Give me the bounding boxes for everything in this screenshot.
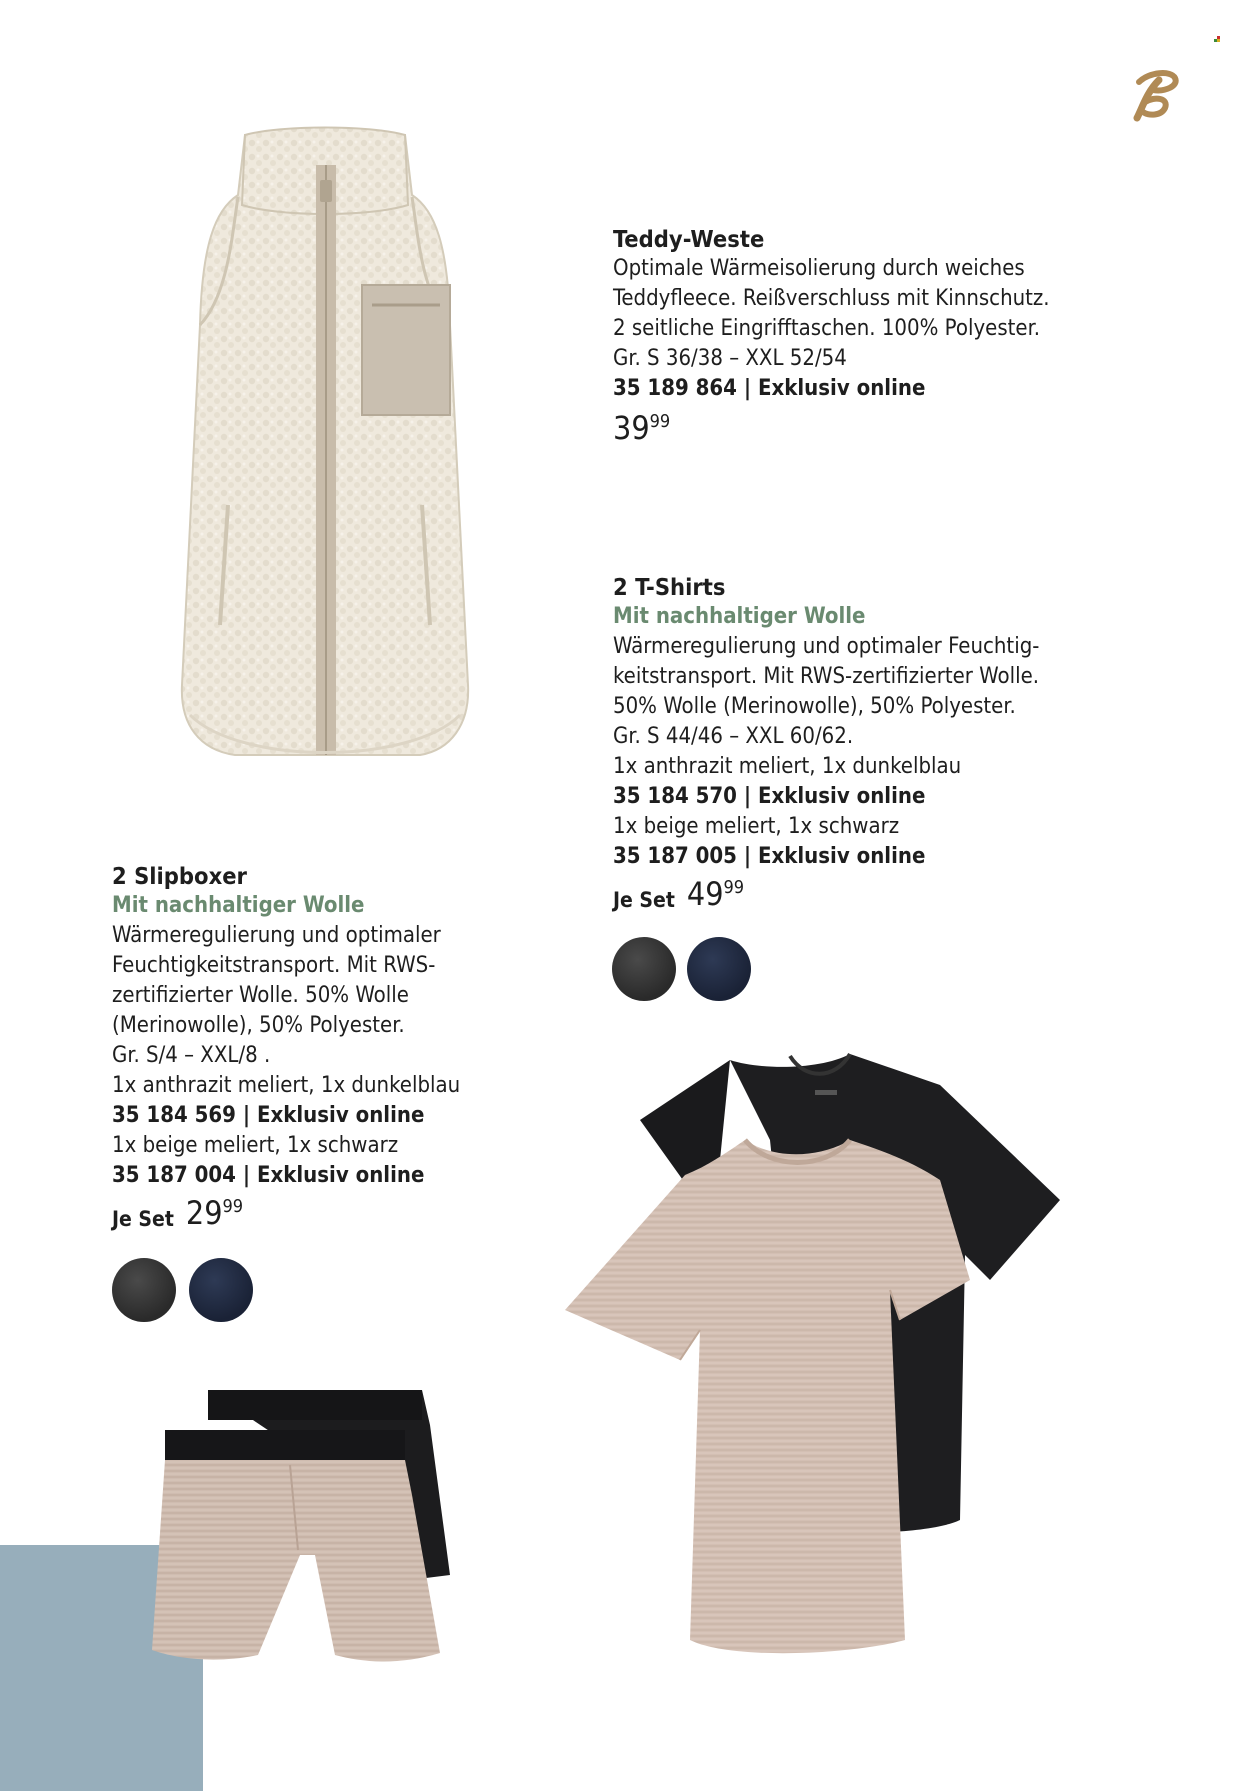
color-swatch-dunkelblau	[189, 1258, 253, 1322]
description-line: Optimale Wärmeisolierung durch weiches	[613, 256, 1025, 281]
description-line: (Merinowolle), 50% Polyester.	[112, 1013, 405, 1038]
size-range: Gr. S/4 – XXL/8 .	[112, 1043, 271, 1068]
article-number: 35 187 004 | Exklusiv online	[112, 1163, 425, 1188]
slipboxer-block	[112, 861, 460, 1231]
variant-line: 1x anthrazit meliert, 1x dunkelblau	[613, 754, 962, 779]
variant-line: 1x beige meliert, 1x schwarz	[112, 1133, 399, 1158]
price	[613, 876, 1039, 912]
tshirts-block	[613, 572, 1039, 912]
tshirts-image	[560, 1040, 1160, 1680]
tchibo-logo-icon	[1125, 66, 1181, 126]
price-cents: 99	[649, 411, 671, 432]
color-swatch-anthrazit	[112, 1258, 176, 1322]
product-title: 2 T-Shirts	[613, 573, 726, 601]
description-line: Wärmeregulierung und optimaler Feuchtig-	[613, 634, 1040, 659]
price-main: 49	[686, 875, 724, 913]
product-subtitle: Mit nachhaltiger Wolle	[613, 604, 866, 629]
price	[112, 1195, 460, 1231]
product-title: 2 Slipboxer	[112, 862, 247, 890]
description-line: 50% Wolle (Merinowolle), 50% Polyester.	[613, 694, 1016, 719]
price-main: 39	[613, 409, 650, 447]
description-line: Feuchtigkeitstransport. Mit RWS-	[112, 953, 436, 978]
price-main: 29	[185, 1194, 223, 1232]
article-number: 35 189 864 | Exklusiv online	[613, 376, 926, 401]
size-range: Gr. S 44/46 – XXL 60/62.	[613, 724, 854, 749]
price	[613, 410, 1050, 446]
description-line: zertifizierter Wolle. 50% Wolle	[112, 983, 409, 1008]
teddy-vest-image	[150, 125, 500, 785]
slipboxer-image	[140, 1385, 480, 1685]
description-line: keitstransport. Mit RWS-zertifizierter Wolle.	[613, 664, 1040, 689]
teddy-weste-block	[613, 224, 1050, 446]
description-line: Wärmeregulierung und optimaler	[112, 923, 441, 948]
article-number: 35 184 569 | Exklusiv online	[112, 1103, 425, 1128]
price-prefix: Je Set	[112, 1207, 174, 1231]
variant-line: 1x anthrazit meliert, 1x dunkelblau	[112, 1073, 461, 1098]
description-line: 2 seitliche Eingrifftaschen. 100% Polyester.	[613, 316, 1040, 341]
color-swatch-dunkelblau	[687, 937, 751, 1001]
article-number: 35 184 570 | Exklusiv online	[613, 784, 926, 809]
price-cents: 99	[222, 1196, 244, 1217]
article-number: 35 187 005 | Exklusiv online	[613, 844, 926, 869]
size-range: Gr. S 36/38 – XXL 52/54	[613, 346, 847, 371]
product-title: Teddy-Weste	[613, 225, 765, 253]
color-dots-icon	[1214, 36, 1224, 44]
product-subtitle: Mit nachhaltiger Wolle	[112, 893, 365, 918]
price-cents: 99	[723, 877, 745, 898]
variant-line: 1x beige meliert, 1x schwarz	[613, 814, 900, 839]
color-swatch-anthrazit	[612, 937, 676, 1001]
description-line: Teddyfleece. Reißverschluss mit Kinnschutz.	[613, 286, 1050, 311]
price-prefix: Je Set	[613, 888, 675, 912]
